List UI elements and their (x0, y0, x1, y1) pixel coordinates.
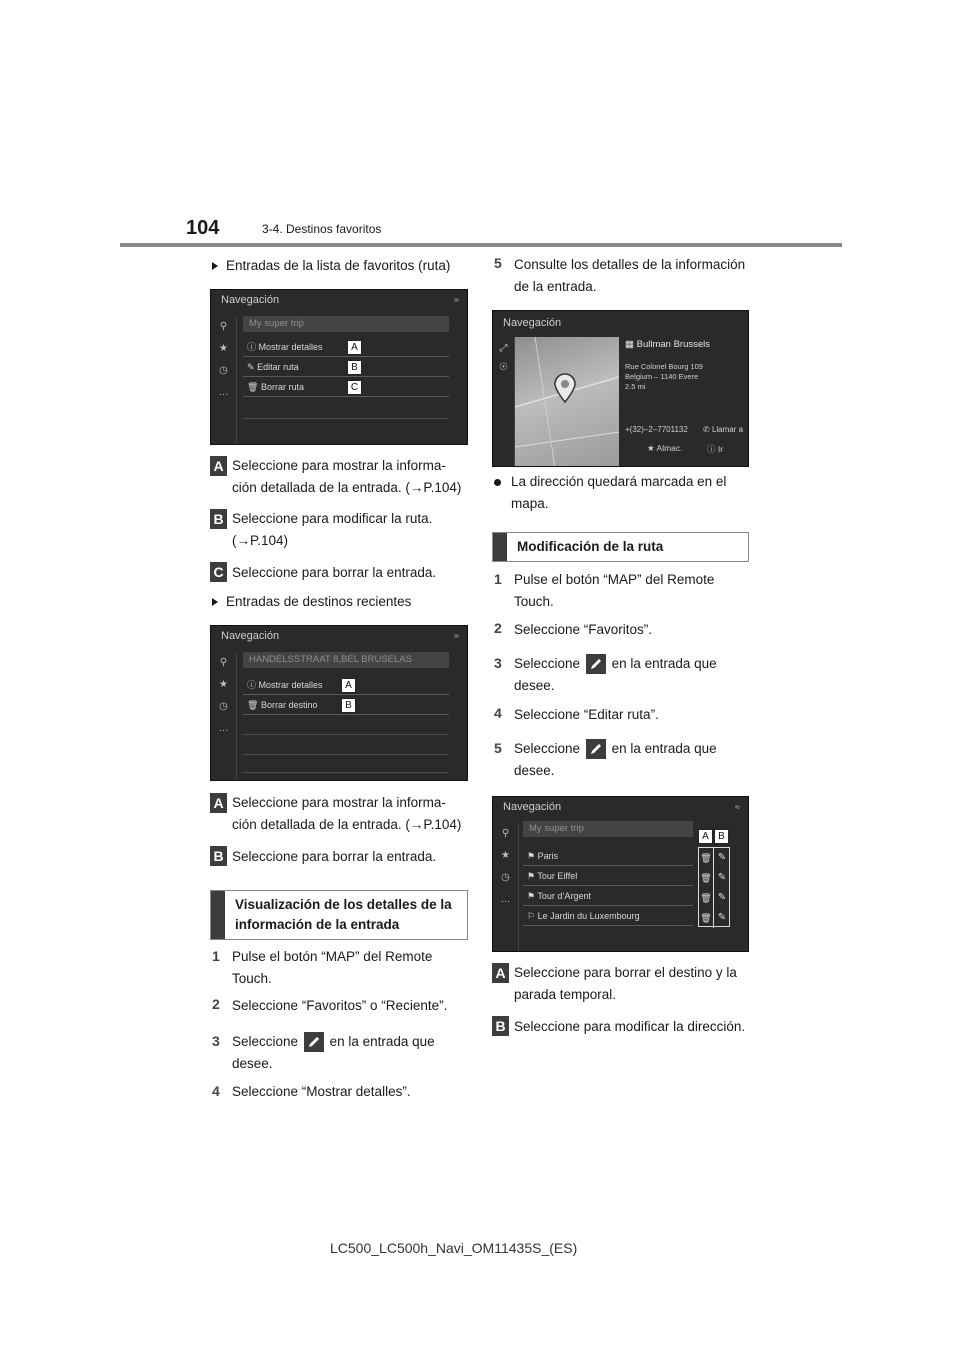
step-number: 3 (212, 1033, 220, 1049)
section-title: 3-4. Destinos favoritos (262, 222, 382, 236)
screen-input: My super trip (523, 821, 693, 837)
pencil-icon[interactable]: ✎ (717, 892, 727, 903)
desc-line: parada temporal. (514, 987, 617, 1002)
step-line: Seleccione (232, 1034, 299, 1049)
trash-icon[interactable]: 🗑 (700, 893, 712, 903)
row-edit-route[interactable] (243, 358, 449, 377)
label-a: A (210, 793, 227, 813)
signal-icon: ≈ (735, 802, 740, 812)
star-icon[interactable]: ★ (501, 850, 510, 861)
step-line: desee. (514, 763, 555, 778)
step-number: 2 (494, 620, 502, 636)
desc-b: Seleccione para modificar la dirección. (514, 1019, 746, 1034)
desc-a (232, 792, 461, 836)
row-label: Tour d’Argent (537, 891, 591, 901)
label-b: B (210, 509, 227, 529)
screen-entry-details (492, 310, 749, 467)
save-button[interactable] (647, 443, 683, 454)
go-button[interactable] (707, 443, 723, 455)
bullet-address-marked (494, 471, 726, 515)
step-number: 5 (494, 740, 502, 756)
box-bar (211, 891, 225, 939)
star-icon[interactable]: ★ (219, 343, 228, 354)
route-row[interactable] (523, 847, 693, 866)
trash-icon: 🗑 (247, 700, 259, 710)
divider (243, 754, 449, 755)
go-label: Ir (717, 444, 724, 454)
more-icon[interactable]: … (218, 723, 229, 734)
screen-title: Navegación (503, 801, 562, 813)
trash-icon[interactable]: 🗑 (700, 913, 712, 923)
row-delete-route[interactable] (243, 378, 449, 397)
trash-column (699, 848, 714, 928)
desc-line: ción detallada de la entrada. (→P.104) (232, 817, 462, 832)
pencil-icon: ✎ (247, 362, 255, 372)
callout-b: B (347, 360, 362, 375)
clock-icon[interactable]: ◷ (501, 872, 510, 883)
search-icon[interactable]: ⚲ (219, 657, 228, 668)
flag-icon: ⚑ (527, 871, 536, 881)
row-label: Borrar destino (260, 700, 318, 710)
step-line: de la entrada. (514, 279, 597, 294)
step-line: Pulse el botón “MAP” del Remote (232, 949, 433, 964)
phone-number: +(32)–2–7701132 (625, 425, 688, 434)
step-line: Touch. (232, 971, 272, 986)
building-icon: ▦ (625, 339, 634, 350)
step-number: 3 (494, 655, 502, 671)
step-number: 1 (494, 571, 502, 587)
place-label: Bullman Brussels (636, 339, 711, 350)
info-icon: ⓘ (247, 680, 257, 690)
flag-icon: ⚑ (527, 891, 536, 901)
divider (243, 418, 449, 419)
label-b: B (492, 1016, 509, 1036)
signal-icon: ≈ (454, 295, 459, 305)
divider (243, 772, 449, 773)
bullet-text: mapa. (511, 496, 549, 511)
distance: 2.5 mi (625, 382, 646, 391)
save-label: Almac. (656, 443, 683, 453)
desc-c: Seleccione para borrar la entrada. (232, 565, 437, 580)
bullet-text: La dirección quedará marcada en el (511, 474, 727, 489)
step-text: Seleccione “Mostrar detalles”. (232, 1084, 411, 1099)
step-text: Seleccione “Favoritos”. (514, 622, 653, 637)
row-label: Paris (537, 851, 559, 861)
desc-line: Seleccione para borrar el destino y la (514, 965, 737, 980)
clock-icon[interactable]: ◷ (219, 365, 228, 376)
map-view[interactable] (515, 337, 619, 466)
row-label: Mostrar detalles (258, 680, 323, 690)
info-icon: ⓘ (247, 342, 257, 352)
flag-icon: ⚑ (527, 851, 536, 861)
label-b: B (210, 846, 227, 866)
route-row[interactable] (523, 907, 693, 926)
box-title-line: Visualización de los detalles de la (235, 897, 452, 912)
label-a: A (492, 963, 509, 983)
row-label: Borrar ruta (260, 382, 304, 392)
star-icon: ★ (647, 443, 655, 453)
clock-icon[interactable]: ◷ (219, 701, 228, 712)
screen-sidebar (211, 316, 237, 444)
pencil-icon (586, 739, 606, 759)
phone-icon: ✆ (703, 425, 710, 434)
box-title-line: información de la entrada (235, 917, 400, 932)
map-pin-icon (553, 373, 577, 403)
step-line: en la entrada que (329, 1034, 435, 1049)
step-line: Touch. (514, 594, 554, 609)
more-icon[interactable]: … (218, 387, 229, 398)
desc-a (514, 962, 737, 1006)
screen-sidebar (493, 823, 519, 951)
box-title: Modificación de la ruta (517, 539, 664, 554)
header-rule (120, 243, 842, 247)
bullet-text: Entradas de destinos recientes (226, 594, 412, 609)
desc-line: Seleccione para modificar la ruta. (232, 511, 433, 526)
trash-icon: 🗑 (247, 382, 259, 392)
row-label: Le Jardin du Luxembourg (537, 911, 640, 921)
pencil-icon[interactable]: ✎ (717, 852, 727, 863)
step-number: 5 (494, 255, 502, 271)
step-line: Consulte los detalles de la información (514, 257, 746, 272)
more-icon[interactable]: … (500, 894, 511, 905)
desc-line: ción detallada de la entrada. (→P.104) (232, 480, 462, 495)
step-line: en la entrada que (611, 741, 717, 756)
step-text (514, 653, 717, 697)
search-icon[interactable]: ⚲ (219, 321, 228, 332)
section-box-details (210, 890, 468, 940)
route-icon[interactable]: ☉ (499, 362, 508, 373)
step-text: Seleccione “Editar ruta”. (514, 707, 659, 722)
screen-recent (210, 625, 468, 781)
pencil-icon (304, 1032, 324, 1052)
step-text (232, 946, 432, 990)
pencil-icon[interactable]: ✎ (717, 912, 727, 923)
screen-title: Navegación (221, 630, 280, 642)
address-line: Belgium – 1140 Evere (625, 372, 699, 381)
trash-icon[interactable]: 🗑 (700, 873, 712, 883)
flag-icon: ⚐ (527, 911, 536, 921)
step-line: en la entrada que (611, 656, 717, 671)
step-line: Seleccione (514, 741, 581, 756)
label-c: C (210, 562, 227, 582)
step-line: desee. (514, 678, 555, 693)
route-row[interactable] (523, 887, 693, 906)
search-icon[interactable]: ⚲ (501, 828, 510, 839)
bullet-text: Entradas de la lista de favoritos (ruta) (226, 258, 451, 273)
callout-a: A (347, 340, 362, 355)
desc-line: (→P.104) (232, 533, 289, 548)
step-text: Seleccione “Favoritos” o “Reciente”. (232, 998, 448, 1013)
step-line: Seleccione (514, 656, 581, 671)
trash-icon[interactable]: 🗑 (700, 853, 712, 863)
step-number: 4 (212, 1083, 220, 1099)
call-label: Llamar a (711, 425, 744, 434)
step-number: 4 (494, 705, 502, 721)
callout-c: C (347, 380, 362, 395)
callout-a: A (341, 678, 356, 693)
row-label: Tour Eiffel (537, 871, 578, 881)
row-show-details[interactable] (243, 338, 449, 357)
place-address (625, 362, 703, 392)
call-button[interactable] (703, 425, 743, 434)
desc-a (232, 455, 461, 499)
step-number: 2 (212, 996, 220, 1012)
screen-title: Navegación (221, 294, 280, 306)
pencil-icon (586, 654, 606, 674)
callout-b: B (341, 698, 356, 713)
desc-line: Seleccione para mostrar la informa- (232, 795, 446, 810)
place-name (625, 339, 710, 350)
section-box-route (492, 532, 749, 562)
step-text (232, 1031, 435, 1075)
bullet-recent (212, 591, 411, 613)
desc-b: Seleccione para borrar la entrada. (232, 849, 437, 864)
screen-title: Navegación (503, 317, 562, 329)
pencil-column (714, 848, 730, 928)
screen-sidebar (211, 652, 237, 780)
pencil-icon[interactable]: ✎ (717, 872, 727, 883)
signal-icon: ≈ (454, 631, 459, 641)
info-icon: ⓘ (707, 444, 716, 454)
screen-sidebar (493, 337, 515, 466)
expand-icon[interactable]: ⤢ (499, 343, 508, 354)
callout-a: A (698, 829, 713, 844)
step-line: Pulse el botón “MAP” del Remote (514, 572, 715, 587)
screen-favorites-route (210, 289, 468, 445)
row-label: Editar ruta (257, 362, 299, 372)
step-text (514, 254, 745, 298)
bullet-favorites-route (212, 255, 450, 277)
step-number: 1 (212, 948, 220, 964)
footer-code: LC500_LC500h_Navi_OM11435S_(ES) (330, 1240, 578, 1256)
box-bar (493, 533, 507, 561)
triangle-bullet-icon (212, 598, 218, 606)
screen-input: My super trip (243, 316, 449, 332)
page-number: 104 (186, 217, 220, 239)
step-text (514, 738, 717, 782)
callout-b: B (714, 829, 729, 844)
route-row[interactable] (523, 867, 693, 886)
screen-input: HANDELSSTRAAT 8,BEL BRUSELAS (243, 652, 449, 668)
desc-line: Seleccione para mostrar la informa- (232, 458, 446, 473)
star-icon[interactable]: ★ (219, 679, 228, 690)
label-a: A (210, 456, 227, 476)
address-line: Rue Colonel Bourg 109 (625, 362, 703, 371)
screen-edit-route (492, 796, 749, 952)
desc-b (232, 508, 432, 552)
box-title (225, 891, 462, 939)
step-line: desee. (232, 1056, 273, 1071)
divider (243, 734, 449, 735)
triangle-bullet-icon (212, 262, 218, 270)
action-column (698, 847, 730, 927)
row-label: Mostrar detalles (258, 342, 323, 352)
bullet-dot-icon (494, 479, 501, 486)
step-text (514, 569, 714, 613)
